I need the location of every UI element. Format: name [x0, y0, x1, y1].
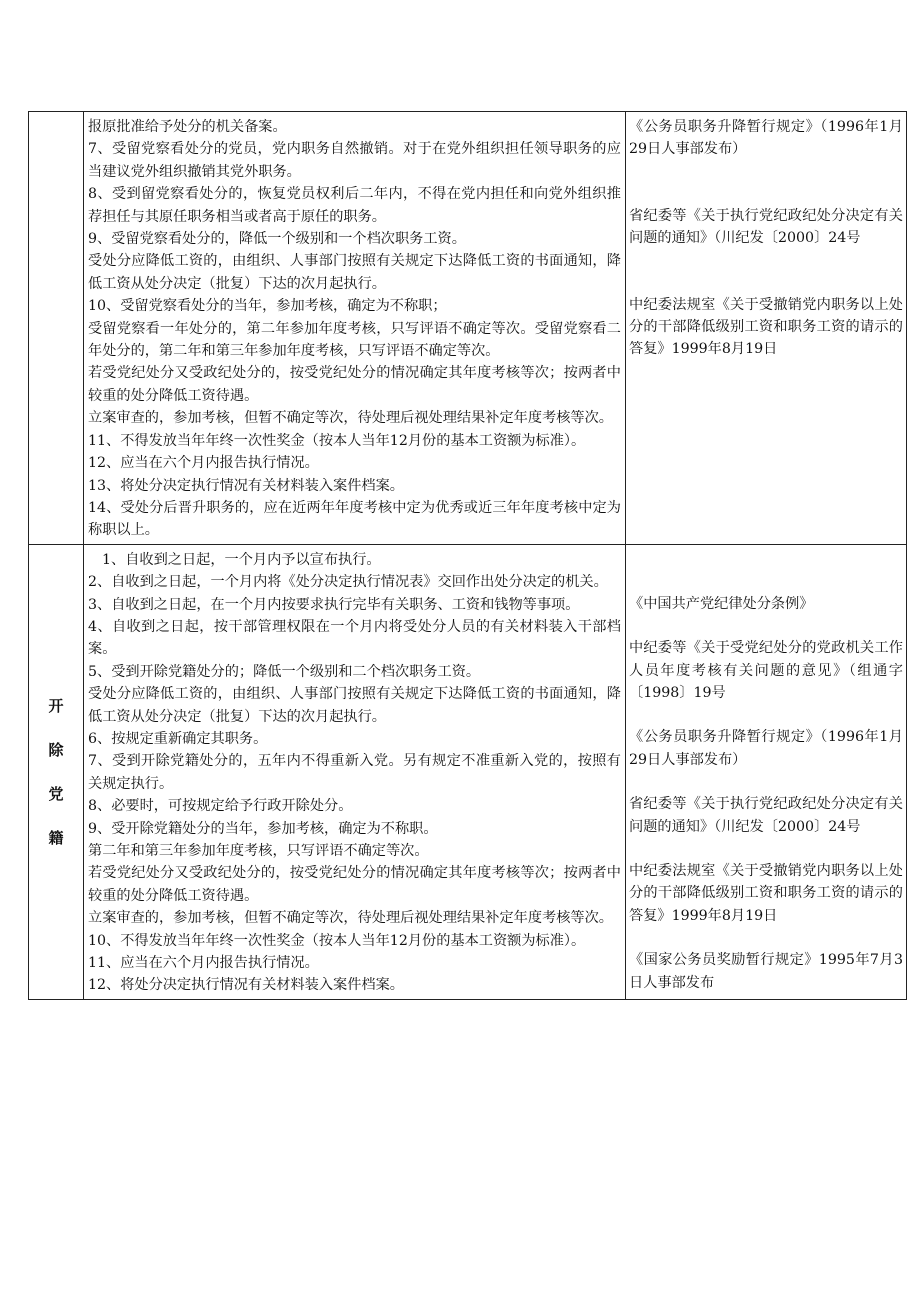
measure-item: 2、自收到之日起，一个月内将《处分决定执行情况表》交回作出处分决定的机关。: [88, 574, 608, 591]
measure-item: 13、将处分决定执行情况有关材料装入案件档案。: [88, 477, 404, 494]
measure-item: 11、应当在六个月内报告执行情况。: [88, 955, 319, 972]
table-row: [29, 112, 907, 545]
measure-item: 若受党纪处分又受政纪处分的，按受党纪处分的情况确定其年度考核等次；按两者中较重的处分降低工资待遇。: [88, 365, 621, 404]
measures-cell: [84, 112, 626, 545]
measure-item: 第二年和第三年参加年度考核，只写评语不确定等次。: [88, 843, 429, 859]
basis-cell: [626, 112, 907, 545]
measure-item: 7、受留党察看处分的党员，党内职务自然撤销。对于在党外组织担任领导职务的应当建议党外组织撤销其党外职务。: [88, 141, 621, 180]
basis-item: 《公务员职务升降暂行规定》（1996年1月29日人事部发布）: [629, 729, 903, 768]
category-label-expel-party: [29, 684, 83, 860]
measure-item: 10、受留党察看处分的当年，参加考核，确定为不称职；: [88, 298, 447, 315]
measure-item: 报原批准给予处分的机关备案。: [88, 119, 287, 135]
measure-item: 立案审查的，参加考核，但暂不确定等次，待处理后视处理结果补定年度考核等次。: [88, 410, 613, 427]
category-char: 除: [48, 740, 64, 759]
measure-item: 14、受处分后晋升职务的，应在近两年年度考核中定为优秀或近三年年度考核中定为称职以上。: [88, 499, 621, 539]
measure-item: 4、自收到之日起，按干部管理权限在一个月内将受处分人员的有关材料装入干部档案。: [88, 618, 621, 658]
measure-item: 12、将处分决定执行情况有关材料装入案件档案。: [88, 977, 404, 994]
measure-item: 8、必要时，可按规定给予行政开除处分。: [88, 798, 353, 815]
measure-item: 7、受到开除党籍处分的，五年内不得重新入党。另有规定不准重新入党的，按照有关规定执行。: [88, 753, 621, 792]
category-char: 党: [48, 784, 64, 803]
basis-item: 中纪委法规室《关于受撤销党内职务以上处分的干部降低级别工资和职务工资的请示的答复》1999年8月19日: [629, 296, 903, 358]
measure-item: 若受党纪处分又受政纪处分的，按受党纪处分的情况确定其年度考核等次；按两者中较重的处分降低工资待遇。: [88, 865, 621, 904]
measure-item: 11、不得发放当年年终一次性奖金（按本人当年12月份的基本工资额为标准）。: [88, 432, 586, 449]
measure-item: 9、受留党察看处分的，降低一个级别和一个档次职务工资。: [88, 231, 466, 248]
measure-item: 1、自收到之日起，一个月内予以宣布执行。: [102, 551, 381, 568]
basis-item: 中纪委等《关于受党纪处分的党政机关工作人员年度考核有关问题的意见》（组通字〔1998〕19号: [629, 640, 903, 701]
basis-item: 省纪委等《关于执行党纪政纪处分决定有关问题的通知》（川纪发〔2000〕24号: [629, 207, 903, 247]
measure-item: 受处分应降低工资的，由组织、人事部门按照有关规定下达降低工资的书面通知，降低工资从处分决定（批复）下达的次月起执行。: [88, 253, 621, 292]
category-cell-empty: [29, 112, 84, 545]
measure-item: 9、受开除党籍处分的当年，参加考核，确定为不称职。: [88, 820, 438, 837]
measure-item: 3、自收到之日起，在一个月内按要求执行完毕有关职务、工资和钱物等事项。: [88, 596, 580, 613]
basis-item: 《公务员职务升降暂行规定》（1996年1月29日人事部发布）: [629, 119, 903, 158]
table-row: [29, 544, 907, 999]
measure-item: 立案审查的，参加考核，但暂不确定等次，待处理后视处理结果补定年度考核等次。: [88, 910, 613, 927]
measure-item: 6、按规定重新确定其职务。: [88, 730, 268, 747]
category-char: 籍: [48, 828, 64, 847]
measure-item: 受留党察看一年处分的，第二年参加年度考核，只写评语不确定等次。受留党察看二年处分的，第二年和第三年参加年度考核，只写评语不确定等次。: [88, 320, 621, 360]
measures-cell: [84, 544, 626, 999]
measure-item: 12、应当在六个月内报告执行情况。: [88, 455, 319, 472]
basis-cell: [626, 544, 907, 999]
measure-item: 10、不得发放当年年终一次性奖金（按本人当年12月份的基本工资额为标准）。: [88, 932, 586, 949]
category-cell: [29, 544, 84, 999]
basis-item: 省纪委等《关于执行党纪政纪处分决定有关问题的通知》（川纪发〔2000〕24号: [629, 796, 903, 835]
measure-item: 8、受到留党察看处分的，恢复党员权利后二年内，不得在党内担任和向党外组织推荐担任与其原任职务相当或者高于原任的职务。: [88, 186, 621, 225]
measure-item: 5、受到开除党籍处分的；降低一个级别和二个档次职务工资。: [88, 663, 481, 680]
disciplinary-measures-table: [28, 111, 907, 1000]
basis-item: 《国家公务员奖励暂行规定》1995年7月3日人事部发布: [629, 952, 903, 991]
measure-item: 受处分应降低工资的，由组织、人事部门按照有关规定下达降低工资的书面通知，降低工资从处分决定（批复）下达的次月起执行。: [88, 686, 621, 725]
basis-item: 中纪委法规室《关于受撤销党内职务以上处分的干部降低级别工资和职务工资的请示的答复》1999年8月19日: [629, 862, 903, 924]
basis-item: 《中国共产党纪律处分条例》: [629, 595, 814, 612]
category-char: 开: [48, 696, 64, 715]
